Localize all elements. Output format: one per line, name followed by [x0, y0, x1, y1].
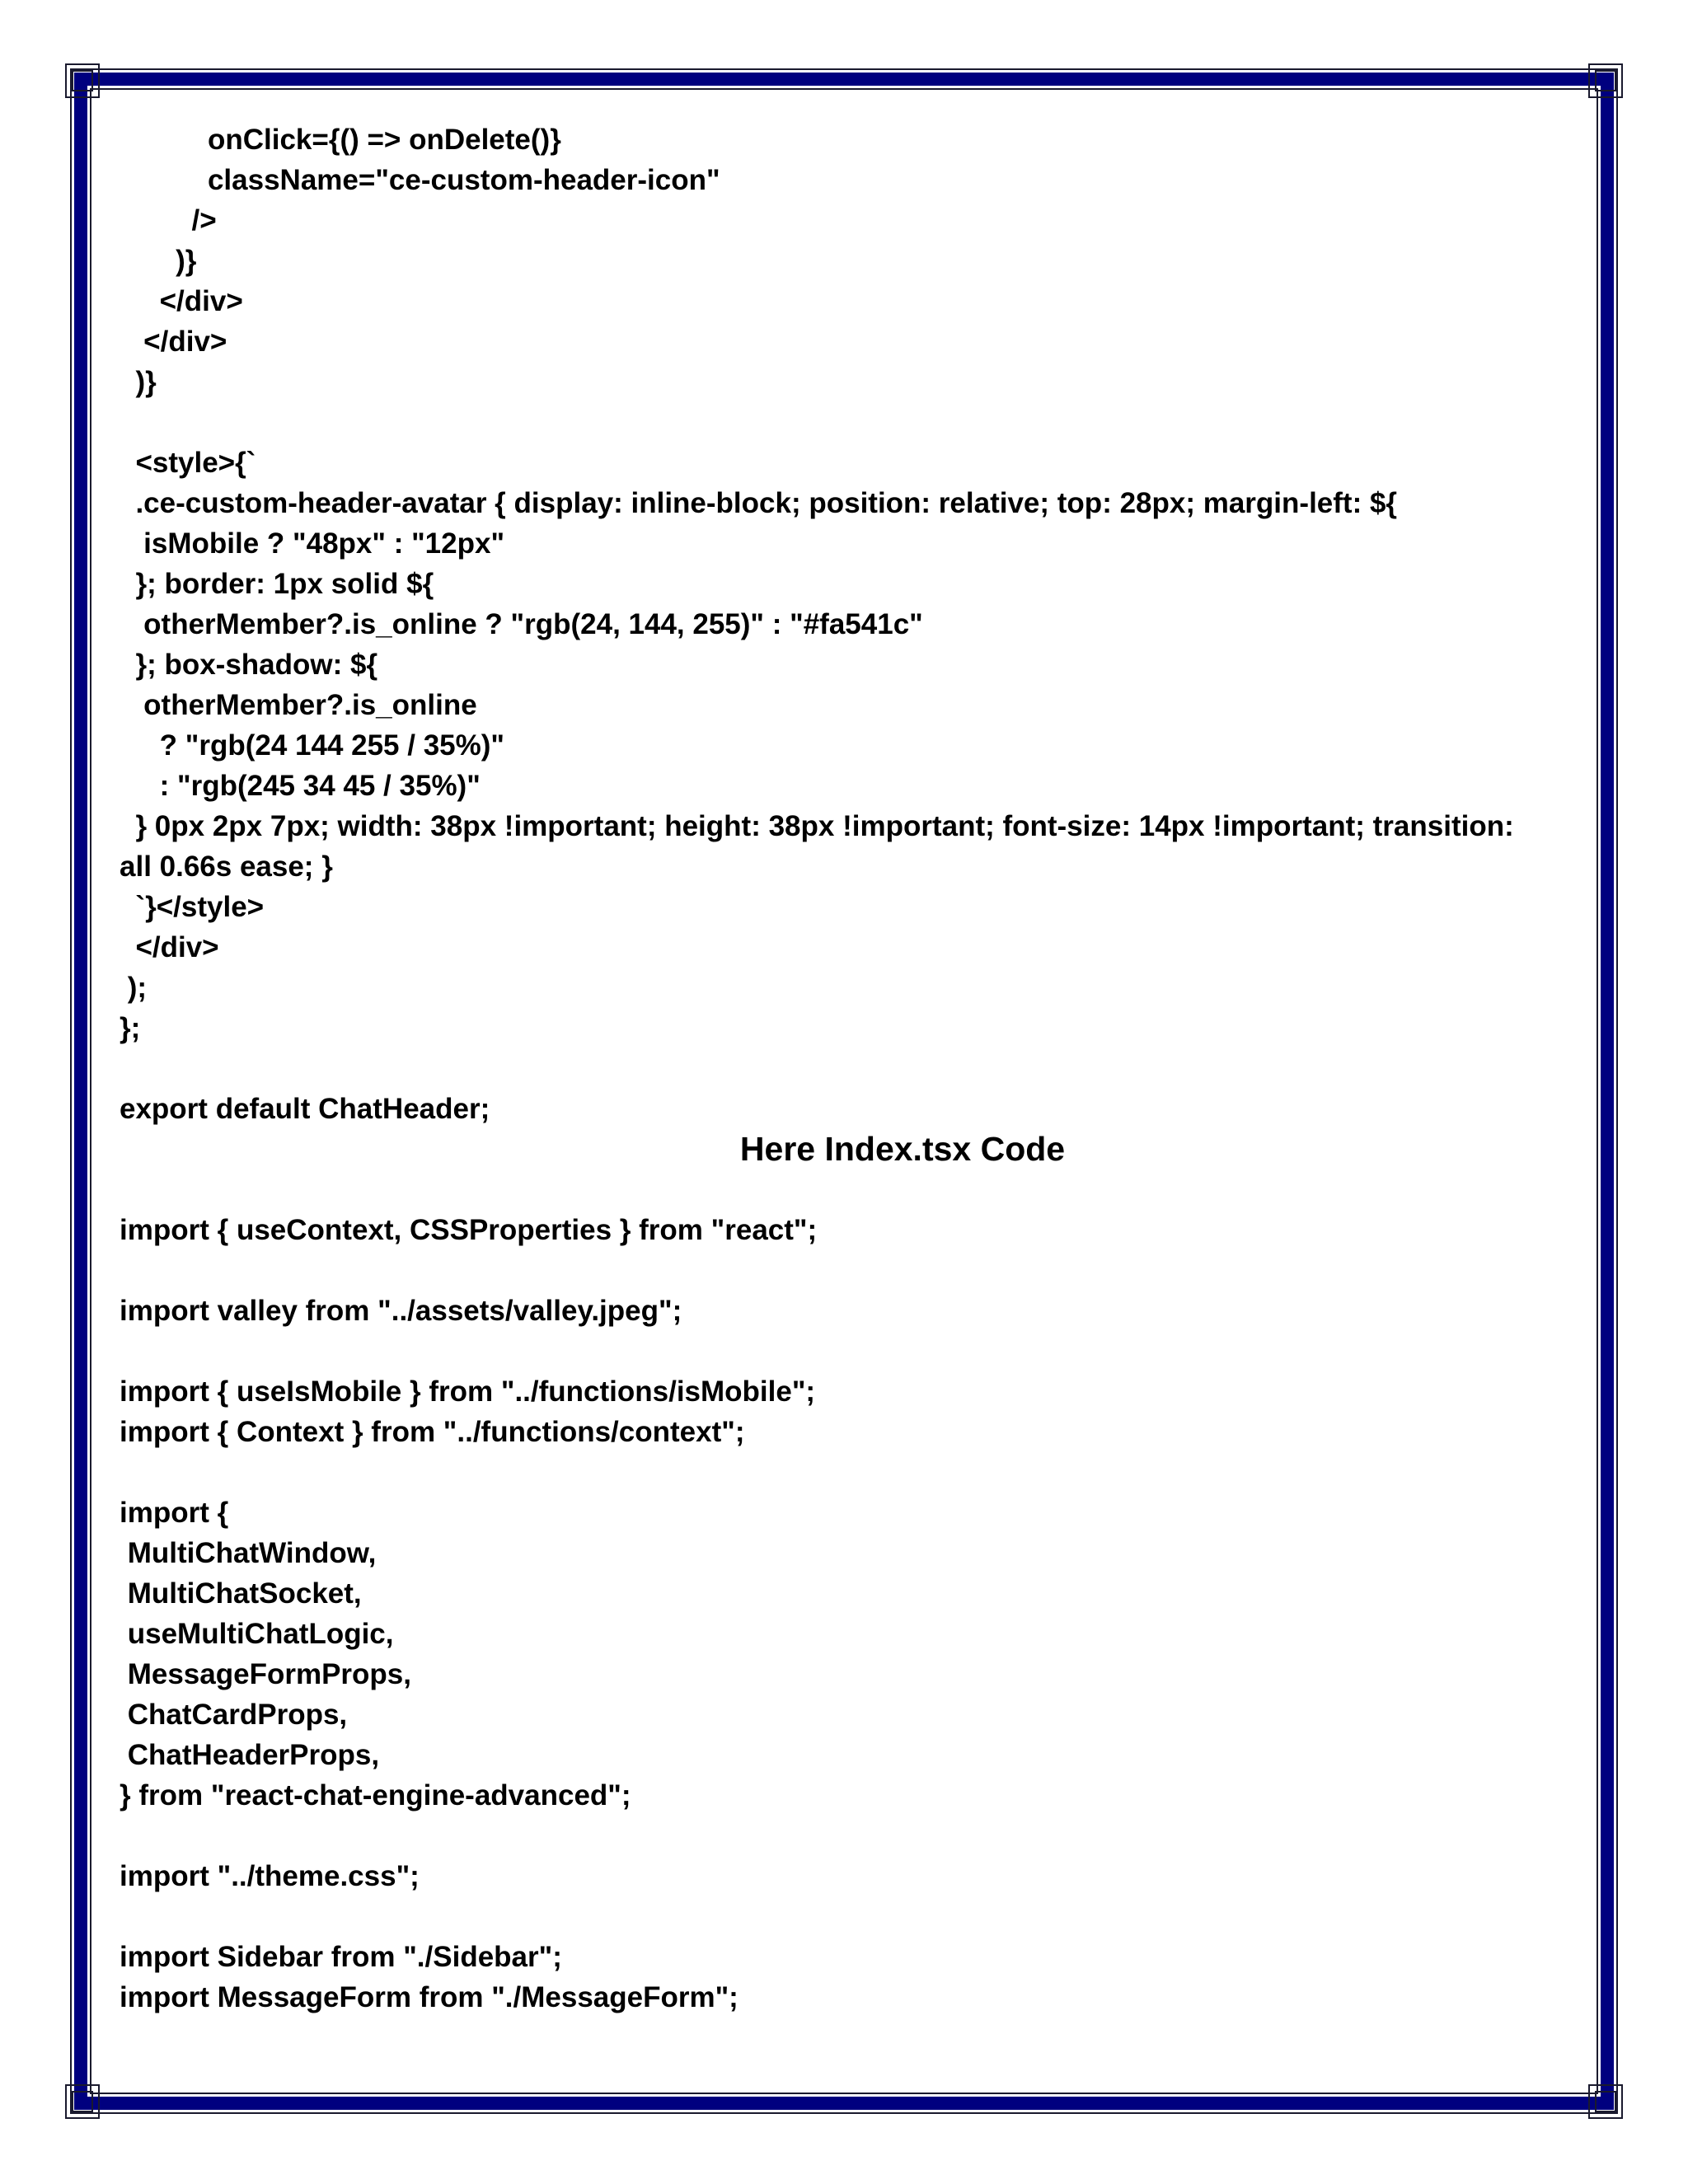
code-block-index	[120, 1210, 1578, 2018]
code-line: import "../theme.css";	[120, 1860, 420, 1892]
code-line: export default ChatHeader;	[120, 1093, 490, 1125]
code-line: onClick={() => onDelete()}	[120, 124, 561, 156]
code-line: ChatCardProps,	[120, 1699, 348, 1731]
code-line	[120, 1331, 1578, 1371]
code-line: isMobile ? "48px" : "12px"	[120, 527, 505, 560]
code-line: } from "react-chat-engine-advanced";	[120, 1779, 631, 1811]
code-content	[120, 120, 1578, 2018]
code-line: )}	[120, 366, 157, 398]
code-line: ChatHeaderProps,	[120, 1739, 380, 1771]
code-line: className="ce-custom-header-icon"	[120, 164, 720, 196]
code-line: </div>	[120, 285, 243, 317]
code-line: }; border: 1px solid ${	[120, 568, 434, 600]
code-line	[120, 1816, 1578, 1856]
code-line: </div>	[120, 326, 227, 358]
code-line: all 0.66s ease; }	[120, 851, 333, 883]
code-line: };	[120, 1012, 141, 1044]
code-line: import { Context } from "../functions/context";	[120, 1416, 745, 1448]
code-line: MessageFormProps,	[120, 1658, 411, 1690]
code-line: />	[120, 204, 217, 237]
code-line: MultiChatSocket,	[120, 1577, 362, 1610]
code-line: `}</style>	[120, 891, 265, 923]
code-line	[120, 1452, 1578, 1493]
code-line: : "rgb(245 34 45 / 35%)"	[120, 770, 481, 802]
code-line	[120, 1250, 1578, 1291]
code-line: )}	[120, 245, 197, 277]
section-heading: Here Index.tsx Code	[739, 1130, 1066, 1168]
code-line	[120, 1896, 1578, 1937]
code-line: } 0px 2px 7px; width: 38px !important; height: 38px !important; font-size: 14px !important; transition:	[120, 810, 1514, 842]
spacer	[120, 1169, 1578, 1210]
code-line: import { useContext, CSSProperties } from "react";	[120, 1214, 818, 1246]
code-line: <style>{`	[120, 447, 256, 479]
code-line: ? "rgb(24 144 255 / 35%)"	[120, 729, 504, 762]
code-line: }; box-shadow: ${	[120, 649, 378, 681]
code-line: import valley from "../assets/valley.jpeg";	[120, 1295, 682, 1327]
code-line: import {	[120, 1497, 229, 1529]
code-line	[120, 402, 1578, 443]
code-line: </div>	[120, 931, 219, 963]
code-line: import { useIsMobile } from "../functions/isMobile";	[120, 1376, 816, 1408]
code-line: import Sidebar from "./Sidebar";	[120, 1941, 562, 1973]
code-line: import MessageForm from "./MessageForm";	[120, 1981, 738, 2013]
code-line	[120, 1048, 1578, 1089]
code-line: .ce-custom-header-avatar { display: inline-block; position: relative; top: 28px; margin-left: ${	[120, 487, 1398, 519]
code-block-chatheader	[120, 120, 1578, 1129]
code-line: useMultiChatLogic,	[120, 1618, 394, 1650]
code-line: otherMember?.is_online ? "rgb(24, 144, 255)" : "#fa541c"	[120, 608, 923, 640]
code-line: MultiChatWindow,	[120, 1537, 377, 1569]
code-line: otherMember?.is_online	[120, 689, 477, 721]
code-line: );	[120, 972, 148, 1004]
